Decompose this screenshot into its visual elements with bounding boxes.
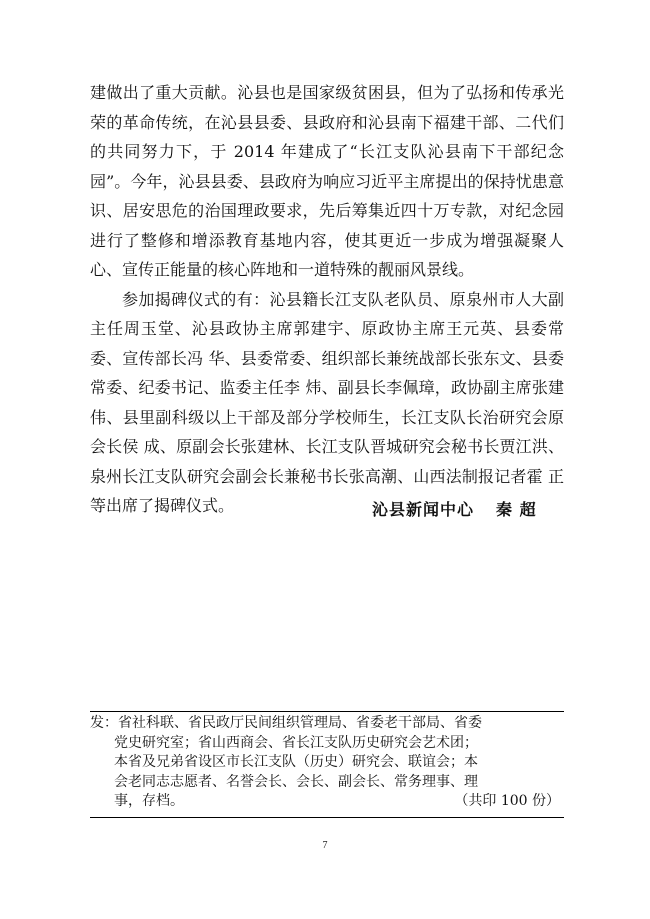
distribution-line-2: 党史研究室；省山西商会、省长江支队历史研究会艺术团； (114, 734, 478, 751)
page-number: 7 (322, 840, 328, 851)
distribution-top-rule (90, 711, 564, 712)
article-body (90, 78, 564, 521)
byline-org: 沁县新闻中心 (372, 500, 475, 519)
paragraph-2: 参加揭碑仪式的有：沁县籍长江支队老队员、原泉州市人大副主任周玉堂、沁县政协主席郭建宇、原政协主席王元英、县委常委、宣传部长冯 华、县委常委、组织部长兼统战部长张东文、县委常委、纪委书记、监委主任李 炜、副县长李佩璋，政协副主席张建伟、县里副科级以上干部及部分学校师生，长江支队长治研究会原会长侯 成、原副会长张建林、长江支队晋城研究会秘书长贾江洪、泉州长江支队研究会副会长兼秘书长张高潮、山西法制报记者霍 正等出席了揭碑仪式。 (90, 289, 564, 515)
distribution-line-1: 发：省社科联、省民政厅民间组织管理局、省委老干部局、省委 (90, 715, 482, 731)
paragraph-1: 建做出了重大贡献。沁县也是国家级贫困县，但为了弘扬和传承光荣的革命传统，在沁县县委、县政府和沁县南下福建干部、二代们的共同努力下，于 2014 年建成了“长江支队沁县南下干部纪念园”。今年，沁县县委、县政府为响应习近平主席提出的保持忧患意识、居安思危的治国理政要求，先后筹集近四十万专款，对纪念园进行了整修和增添教育基地内容，使其更近一步成为增强凝聚人心、宣传正能量的核心阵地和一道特殊的靓丽风景线。 (90, 83, 564, 279)
distribution-bottom-rule (90, 817, 564, 818)
distribution-line-5: 事，存档。 (114, 793, 184, 809)
print-copies: （共印 100 份） (454, 793, 560, 809)
byline-author: 秦 超 (496, 500, 537, 519)
distribution-line-4: 会老同志志愿者、名誉会长、会长、副会长、常务理事、理 (114, 773, 478, 790)
distribution-list (90, 714, 564, 812)
distribution-line-3: 本省及兄弟省设区市长江支队（历史）研究会、联谊会；本 (114, 754, 478, 770)
byline (372, 497, 537, 520)
